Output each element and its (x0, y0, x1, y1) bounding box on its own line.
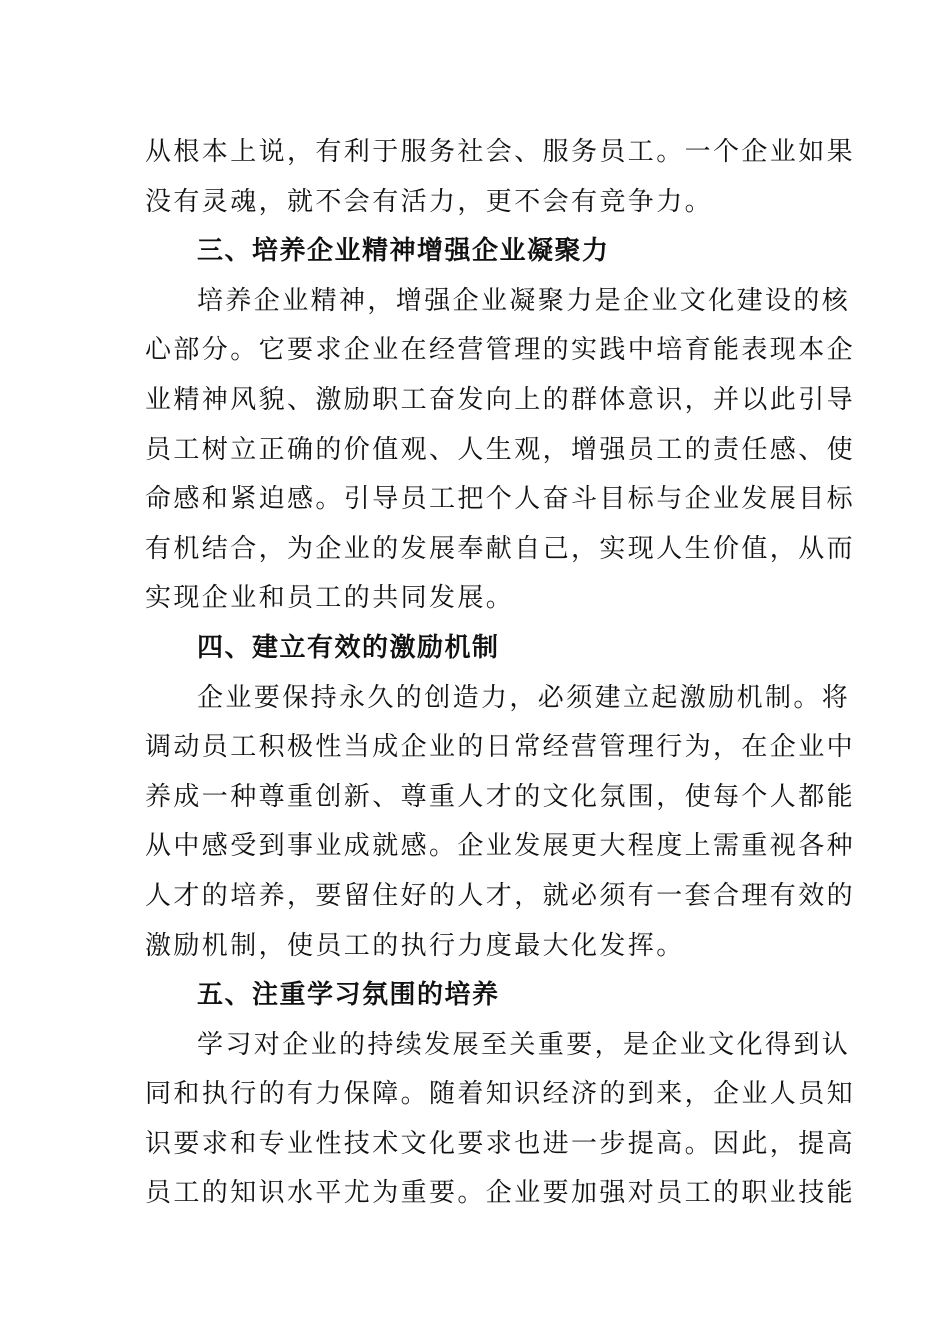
section-heading: 三、培养企业精神增强企业凝聚力 (197, 236, 610, 267)
paragraph-line: 人才的培养，要留住好的人才，就必须有一套合理有效的 (145, 880, 856, 911)
paragraph-line: 命感和紧迫感。引导员工把个人奋斗目标与企业发展目标 (145, 484, 856, 515)
paragraph-line: 养成一种尊重创新、尊重人才的文化氛围，使每个人都能 (145, 781, 856, 812)
paragraph-first-line: 企业要保持永久的创造力，必须建立起激励机制。将 (197, 682, 851, 713)
paragraph-line: 调动员工积极性当成企业的日常经营管理行为，在企业中 (145, 732, 856, 763)
paragraph-line: 员工树立正确的价值观、人生观，增强员工的责任感、使 (145, 434, 856, 465)
section-heading: 四、建立有效的激励机制 (197, 632, 500, 663)
document-body (145, 128, 856, 1219)
paragraph-line: 识要求和专业性技术文化要求也进一步提高。因此，提高 (145, 1128, 856, 1159)
paragraph-first-line: 培养企业精神，增强企业凝聚力是企业文化建设的核 (197, 285, 851, 316)
paragraph-line: 激励机制，使员工的执行力度最大化发挥。 (145, 930, 685, 961)
paragraph-line: 实现企业和员工的共同发展。 (145, 583, 515, 614)
section-heading: 五、注重学习氛围的培养 (197, 980, 500, 1011)
paragraph-line: 业精神风貌、激励职工奋发向上的群体意识，并以此引导 (145, 384, 856, 415)
paragraph-line: 员工的知识水平尤为重要。企业要加强对员工的职业技能 (145, 1178, 856, 1209)
paragraph-first-line: 学习对企业的持续发展至关重要，是企业文化得到认 (197, 1029, 851, 1060)
paragraph-line: 从中感受到事业成就感。企业发展更大程度上需重视各种 (145, 831, 856, 862)
paragraph-line: 有机结合，为企业的发展奉献自己，实现人生价值，从而 (145, 533, 856, 564)
paragraph-line: 没有灵魂，就不会有活力，更不会有竞争力。 (145, 186, 714, 217)
paragraph-line: 心部分。它要求企业在经营管理的实践中培育能表现本企 (145, 335, 856, 366)
paragraph-line: 从根本上说，有利于服务社会、服务员工。一个企业如果 (145, 137, 856, 167)
paragraph-line: 同和执行的有力保障。随着知识经济的到来，企业人员知 (145, 1079, 856, 1110)
